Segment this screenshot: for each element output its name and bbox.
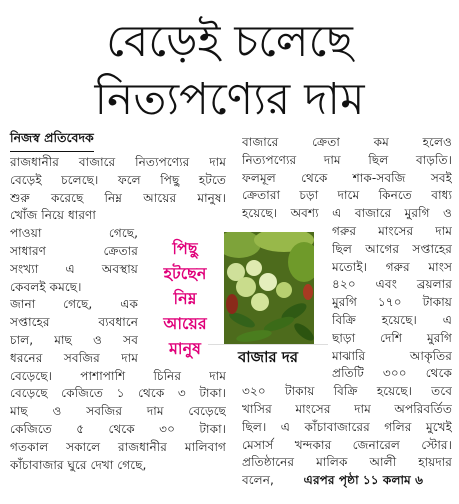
headline-line-1: বেড়েই চলেছে <box>106 16 353 67</box>
column-2-line: মতোই। গরুর মাংস <box>332 259 452 274</box>
photo-caption: বাজার দর <box>208 344 328 369</box>
column-1-line: কেবলই কমছে। <box>10 279 82 294</box>
column-2-line: ক্রেতারা চড়া দামে কিনতে বাধ্য <box>242 188 452 203</box>
column-1-line: বেড়েই চলেছে। ফলে পিছু হটতে <box>10 172 226 187</box>
column-1-line: পাওয়া গেছে, <box>10 226 138 241</box>
column-1-line: চাল, মাছ ও সব <box>10 332 138 347</box>
column-1-line: বেড়েছে কেজিতে ১ থেকে ৩ টাকা। <box>10 386 226 401</box>
column-2-line: নিত্যপণ্যের দাম ছিল বাড়তি। <box>242 152 452 167</box>
column-1-line: সংখ্যা এ অবস্থায় <box>10 261 138 276</box>
column-2-line: বিক্রি হয়েছে। এ <box>332 312 452 327</box>
byline: নিজস্ব প্রতিবেদক <box>10 130 94 152</box>
column-2-line: বলেন, <box>242 473 274 488</box>
column-2-line: মুরগি ১৭০ টাকায় <box>332 295 452 310</box>
column-2-line: ৪২০ এবং ব্রয়লার <box>332 277 452 292</box>
column-1-line: কাঁচাবাজার ঘুরে দেখা গেছে, <box>10 457 147 472</box>
column-2-line: প্রতিটি ৩০০ থেকে <box>332 366 452 381</box>
column-1-line: বেড়েছে। পাশাপাশি চিনির দাম <box>10 368 226 383</box>
pull-quote-line: হটছেন <box>163 264 207 283</box>
column-2-line: খাসির মাংসের দাম অপরিবর্তিত <box>242 401 452 416</box>
column-1-line: সপ্তাহের ব্যবধানে <box>10 315 138 330</box>
column-2-line: প্রতিষ্ঠানের মালিক আলী হায়দার <box>242 455 452 470</box>
column-1-line: জানা গেছে, এক <box>10 297 138 312</box>
column-2-line: ফলমূল থেকে শাক-সবজি সবই <box>242 170 452 185</box>
headline-line-2: নিত্যপণ্যের দাম <box>94 74 365 125</box>
column-2-line: হয়েছে। অবশ্য এ বাজারে মুরগি ও <box>242 206 452 221</box>
column-1-line: গতকাল সকালে রাজধানীর মালিবাগ <box>10 439 226 454</box>
column-1-line: সাধারণ ক্রেতার <box>10 243 138 258</box>
column-2-line: বাজারে ক্রেতা কম হলেও <box>242 135 452 149</box>
pull-quote-line: নিম্ন <box>173 289 197 308</box>
column-2-line: ছিল। এ কাঁচাবাজারের গলির মুখেই <box>242 419 452 434</box>
column-1-line: খোঁজ নিয়ে ধারণা <box>10 208 96 223</box>
column-2-line: গরুর মাংসের দাম <box>332 223 452 238</box>
column-2-line: ৩২০ টাকায় বিক্রি হয়েছে। তবে <box>242 384 452 399</box>
pull-quote-line: আয়ের <box>163 314 207 333</box>
column-2-line: ছিল আগের সপ্তাহের <box>332 241 452 256</box>
article-column-2 <box>242 134 452 490</box>
column-2-line: মাঝারি আকৃতির <box>332 348 452 363</box>
column-1-line: শুরু করেছে নিম্ন আয়ের মানুষ। <box>10 190 226 205</box>
column-1-line: রাজধানীর বাজারে নিত্যপণ্যের দাম <box>10 155 226 169</box>
pull-quote <box>147 236 223 361</box>
pull-quote-line: মানুষ <box>169 339 201 358</box>
column-2-line: ছাড়া দেশি মুরগি <box>332 330 452 345</box>
column-1-line: ধরনের সবজির দাম <box>10 350 138 365</box>
continued-on-page-link[interactable]: এরপর পৃষ্ঠা ১১ কলাম ৬ <box>303 473 423 488</box>
column-2-line: মেসার্স খন্দকার জেনারেল স্টোর। <box>242 437 452 452</box>
column-1-line: কেজিতে ৫ থেকে ৩০ টাকা। <box>10 421 226 436</box>
column-2-final-line <box>242 472 452 490</box>
column-1-line: মাছ ও সবজির দাম বেড়েছে <box>10 404 226 419</box>
pull-quote-line: পিছু <box>172 239 198 258</box>
